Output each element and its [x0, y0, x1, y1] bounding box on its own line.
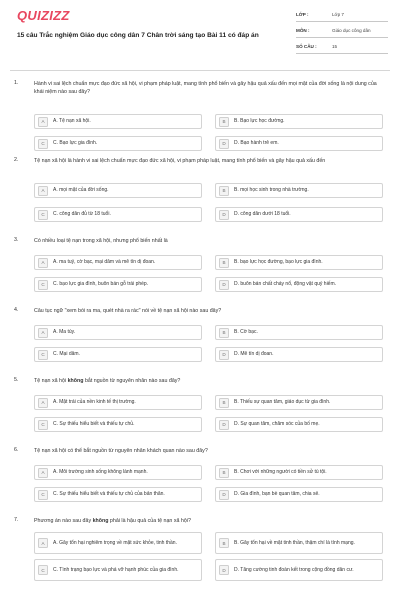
option-d[interactable] [215, 347, 383, 362]
option-a[interactable] [34, 532, 202, 554]
option-letter: B [219, 328, 229, 338]
option-text: A. Ma túy. [53, 329, 76, 335]
option-text: C. Sự thiếu hiểu biết và thiếu tự chủ của bản thân. [53, 491, 165, 497]
option-letter: C [38, 565, 48, 575]
question-text: Câu tục ngữ "xem bói ra ma, quét nhà ra rác" nói về tệ nạn xã hội nào sau đây? [34, 308, 222, 314]
option-letter: D [219, 490, 229, 500]
option-letter: D [219, 565, 229, 575]
option-d[interactable] [215, 417, 383, 432]
option-letter: A [38, 468, 48, 478]
option-a[interactable] [34, 114, 202, 129]
header-divider [10, 70, 390, 71]
option-b[interactable] [215, 325, 383, 340]
option-letter: C [38, 490, 48, 500]
option-text: A. ma tuý, cờ bạc, mại dâm và mê tín dị đoan. [53, 259, 156, 265]
emphasis-text: không [67, 378, 84, 384]
option-letter: C [38, 210, 48, 220]
option-text: A. Mặt trái của nền kinh tế thị trường. [53, 399, 136, 405]
question-text: Tệ nạn xã hội là hành vi sai lệch chuẩn mực đạo đức xã hội, vi phạm pháp luật, mang tính phổ biến và gây hậu quả xấu đến [34, 158, 326, 164]
option-d[interactable] [215, 559, 383, 581]
option-text: C. Sự thiếu hiểu biết và thiếu tự chủ. [53, 421, 135, 427]
option-letter: A [38, 117, 48, 127]
option-text: B. bạo lực học đường, bạo lực gia đình. [234, 259, 323, 265]
option-letter: D [219, 210, 229, 220]
meta-table [296, 8, 388, 54]
option-d[interactable] [215, 487, 383, 502]
option-text: D. Bạo hành trẻ em. [234, 140, 279, 146]
option-b[interactable] [215, 183, 383, 198]
question-number: 3. [14, 237, 19, 243]
option-letter: A [38, 328, 48, 338]
option-text: A. Tệ nạn xã hội. [53, 118, 91, 124]
option-text: B. Chơi với những người có tiền sử tù tội. [234, 469, 327, 475]
option-d[interactable] [215, 136, 383, 151]
question-number: 7. [14, 517, 19, 523]
option-letter: B [219, 468, 229, 478]
option-text: A. mọi mặt của đời sống. [53, 187, 109, 193]
meta-row-subject [296, 24, 388, 38]
option-text: C. bạo lực gia đình, buôn bán gỗ trái phép. [53, 281, 149, 287]
question-number: 1. [14, 80, 19, 86]
option-letter: D [219, 420, 229, 430]
option-d[interactable] [215, 207, 383, 222]
option-letter: B [219, 538, 229, 548]
option-letter: B [219, 186, 229, 196]
option-a[interactable] [34, 183, 202, 198]
emphasis-text: không [92, 518, 109, 524]
question-text: Hành vi sai lệch chuẩn mực đạo đức xã hội, vi phạm pháp luật, mang tính phổ biến và gây hậu quả xấu đến mọi mặt của đời sống là nội dung của khái niệm nào sau đây? [34, 81, 377, 95]
option-letter: A [38, 398, 48, 408]
option-c[interactable] [34, 136, 202, 151]
question-text: Phương án nào sau đây không phải là hậu quả của tệ nạn xã hội? [34, 518, 191, 524]
meta-label: SỐ CÂU : [296, 44, 317, 49]
question-number: 2. [14, 157, 19, 163]
option-letter: B [219, 117, 229, 127]
option-text: D. Mê tín dị đoan. [234, 351, 274, 357]
option-b[interactable] [215, 114, 383, 129]
option-a[interactable] [34, 325, 202, 340]
option-text: C. Bạo lực gia đình. [53, 140, 98, 146]
question-text: Tệ nạn xã hội không bắt nguồn từ nguyên nhân nào sau đây? [34, 378, 181, 384]
option-letter: C [38, 420, 48, 430]
option-letter: C [38, 280, 48, 290]
option-b[interactable] [215, 255, 383, 270]
page-title: 15 câu Trắc nghiệm Giáo dục công dân 7 Chân trời sáng tạo Bài 11 có đáp án [17, 32, 259, 39]
option-text: A. Gây tổn hại nghiêm trọng về mặt sức khỏe, tinh thần. [53, 539, 177, 546]
option-letter: C [38, 139, 48, 149]
option-letter: A [38, 538, 48, 548]
option-text: D. Sự quan tâm, chăm sóc của bố mẹ. [234, 421, 320, 427]
meta-row-count [296, 40, 388, 54]
option-c[interactable] [34, 207, 202, 222]
meta-value: Giáo dục công dân [332, 28, 371, 33]
question-number: 6. [14, 447, 19, 453]
quizizz-logo: QUIZIZZ [17, 8, 70, 23]
option-letter: B [219, 258, 229, 268]
option-letter: D [219, 350, 229, 360]
meta-label: LỚP : [296, 12, 309, 17]
option-letter: C [38, 350, 48, 360]
option-text: A. Môi trường sinh sống không lành mạnh. [53, 469, 148, 475]
option-c[interactable] [34, 347, 202, 362]
option-letter: D [219, 139, 229, 149]
question-number: 4. [14, 307, 19, 313]
meta-value: 15 [332, 44, 338, 49]
meta-row-class [296, 8, 388, 22]
option-text: B. Gây tổn hại về mặt tinh thần, thậm chí là tính mạng. [234, 539, 355, 546]
option-text: D. Gia đình, bạn bè quan tâm, chia sẻ. [234, 491, 320, 497]
option-c[interactable] [34, 277, 202, 292]
option-text: C. Tình trạng bạo lực và phá vỡ hạnh phúc của gia đình. [53, 566, 179, 573]
option-b[interactable] [215, 395, 383, 410]
question-number: 5. [14, 377, 19, 383]
option-c[interactable] [34, 559, 202, 581]
option-b[interactable] [215, 465, 383, 480]
question-text: Tệ nạn xã hội có thể bắt nguồn từ nguyên nhân khách quan nào sau đây? [34, 448, 208, 454]
option-text: D. công dân dưới 18 tuổi. [234, 211, 291, 217]
option-text: D. buôn bán chất cháy nổ, động vật quý hiếm. [234, 281, 337, 287]
option-text: B. Bạo lực học đường. [234, 118, 285, 124]
option-text: B. mọi học sinh trong nhà trường. [234, 187, 309, 193]
worksheet-header [0, 0, 400, 62]
option-text: C. công dân đủ từ 18 tuổi. [53, 211, 111, 217]
question-text: Có nhiều loại tệ nạn trong xã hội, nhưng phổ biến nhất là [34, 238, 168, 244]
option-letter: B [219, 398, 229, 408]
meta-label: MÔN : [296, 28, 310, 33]
option-d[interactable] [215, 277, 383, 292]
option-c[interactable] [34, 417, 202, 432]
option-letter: D [219, 280, 229, 290]
option-a[interactable] [34, 255, 202, 270]
option-text: C. Mại dâm. [53, 351, 80, 357]
option-text: B. Cờ bạc. [234, 329, 258, 335]
option-letter: A [38, 186, 48, 196]
option-letter: A [38, 258, 48, 268]
meta-value: Lớp 7 [332, 12, 344, 17]
option-a[interactable] [34, 465, 202, 480]
option-text: D. Tăng cường tinh đoàn kết trong cộng đồng dân cư. [234, 566, 354, 573]
option-c[interactable] [34, 487, 202, 502]
option-b[interactable] [215, 532, 383, 554]
option-text: B. Thiếu sự quan tâm, giáo dục từ gia đình. [234, 399, 331, 405]
option-a[interactable] [34, 395, 202, 410]
